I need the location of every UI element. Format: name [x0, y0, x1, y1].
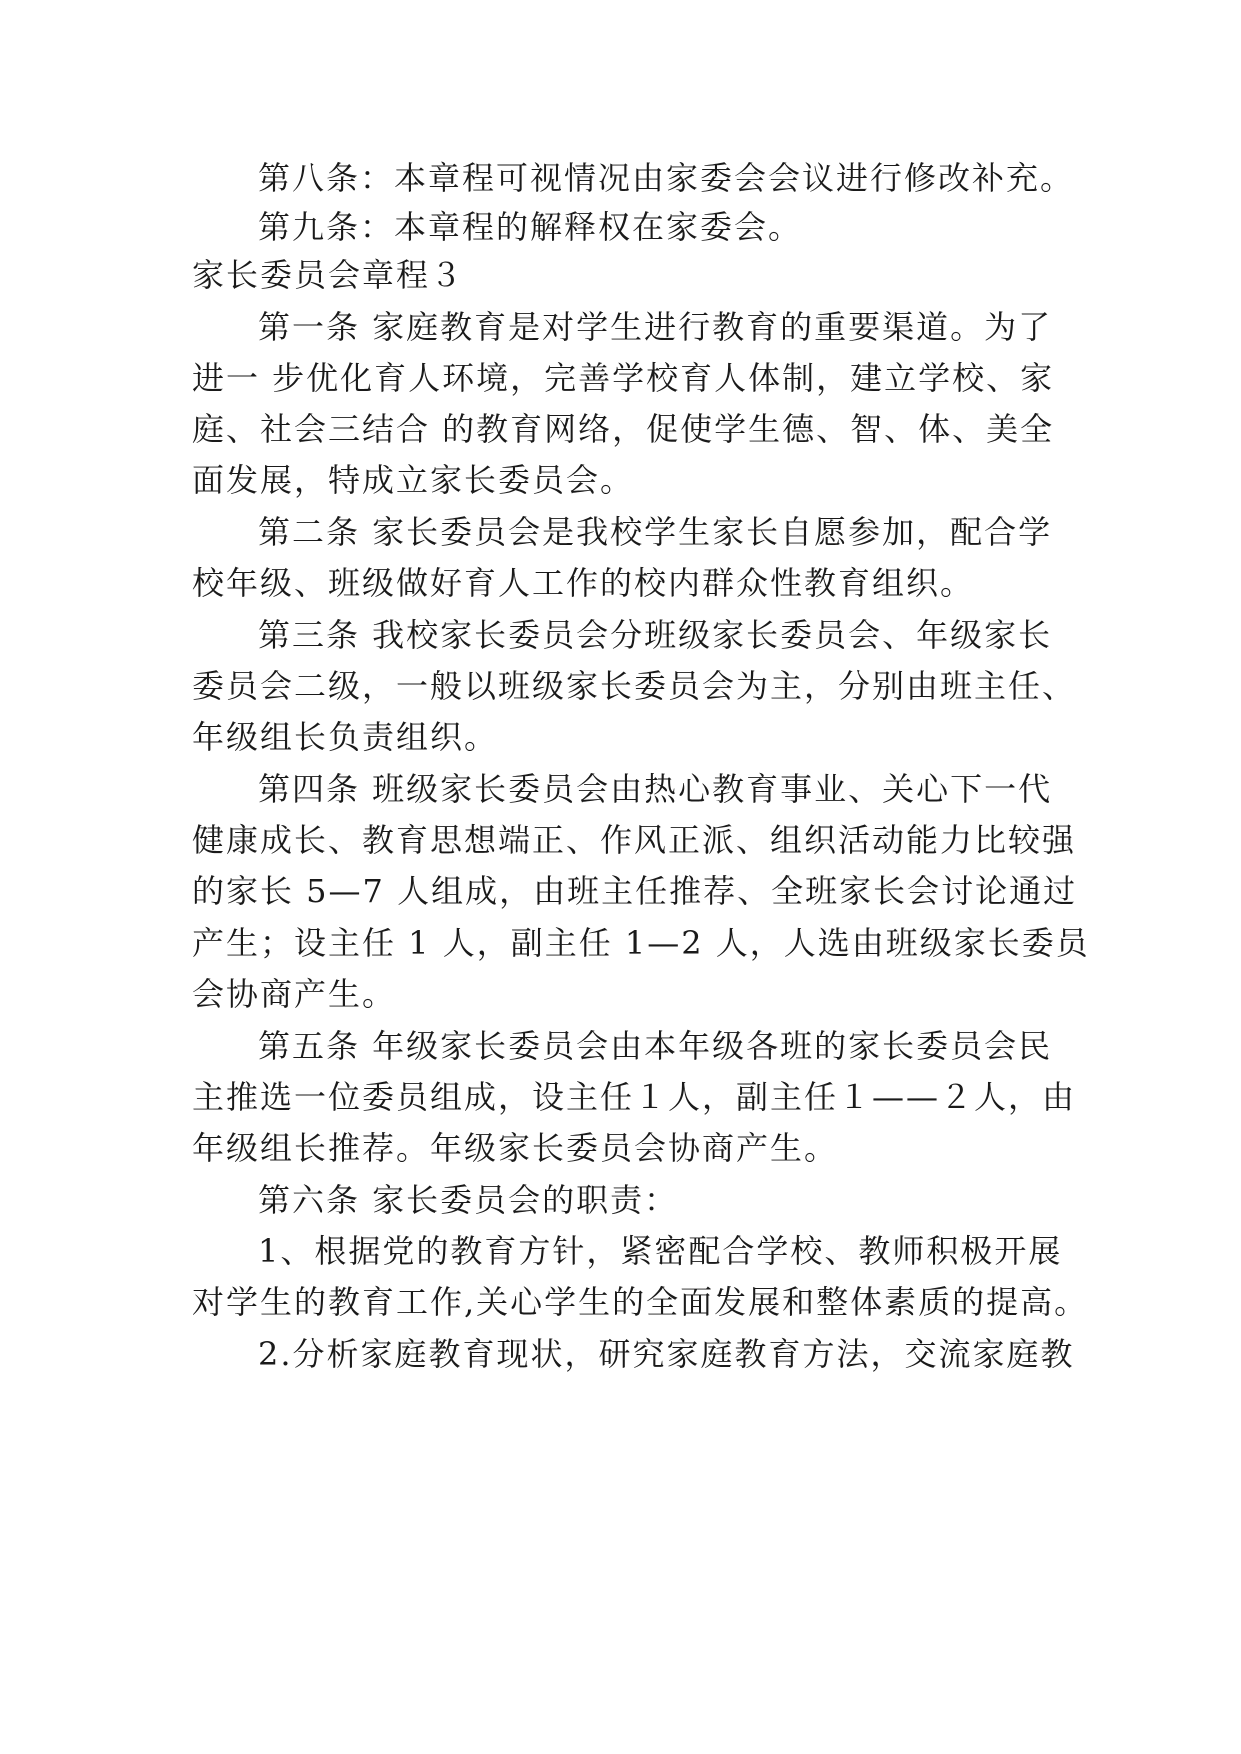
- paragraph-first-line: 第三条 我校家长委员会分班级家长委员会、年级家长: [258, 616, 1053, 654]
- paragraph-line: 面发展，特成立家长委员会。: [192, 461, 635, 499]
- paragraph-line: 对学生的教育工作,关心学生的全面发展和整体素质的提高。: [192, 1283, 1089, 1321]
- paragraph-line: 会协商产生。: [192, 975, 397, 1013]
- paragraph-first-line: 第二条 家长委员会是我校学生家长自愿参加，配合学: [258, 513, 1053, 551]
- paragraph-first-line: 第一条 家庭教育是对学生进行教育的重要渠道。为了: [258, 308, 1053, 346]
- paragraph-first-line: 1、根据党的教育方针，紧密配合学校、教师积极开展: [258, 1232, 1063, 1270]
- paragraph-first-line: 第九条：本章程的解释权在家委会。: [258, 208, 803, 246]
- paragraph-first-line: 第五条 年级家长委员会由本年级各班的家长委员会民: [258, 1027, 1053, 1065]
- paragraph-line: 庭、社会三结合 的教育网络，促使学生德、智、体、美全: [192, 410, 1055, 448]
- paragraph-line: 年级组长负责组织。: [192, 718, 499, 756]
- paragraph-line: 进一 步优化育人环境，完善学校育人体制，建立学校、家: [192, 359, 1055, 397]
- paragraph-line: 主推选一位委员组成，设主任１人，副主任１——２人，由: [192, 1078, 1077, 1116]
- paragraph-first-line: 第六条 家长委员会的职责：: [258, 1181, 679, 1219]
- paragraph-first-line: 2.分析家庭教育现状，研究家庭教育方法，交流家庭教: [258, 1335, 1075, 1373]
- paragraph-line: 的家长 5—7 人组成，由班主任推荐、全班家长会讨论通过: [192, 872, 1078, 910]
- paragraph-line: 委员会二级，一般以班级家长委员会为主，分别由班主任、: [192, 667, 1077, 705]
- paragraph-line: 年级组长推荐。年级家长委员会协商产生。: [192, 1129, 839, 1167]
- paragraph-line: 产生；设主任 1 人，副主任 1—2 人，人选由班级家长委员: [192, 924, 1090, 962]
- paragraph-first-line: 第八条：本章程可视情况由家委会会议进行修改补充。: [258, 159, 1075, 197]
- paragraph-first-line: 第四条 班级家长委员会由热心教育事业、关心下一代: [258, 770, 1053, 808]
- paragraph-line: 校年级、班级做好育人工作的校内群众性教育组织。: [192, 564, 975, 602]
- paragraph-line: 健康成长、教育思想端正、作风正派、组织活动能力比较强: [192, 821, 1077, 859]
- paragraph-line: 家长委员会章程３: [192, 256, 465, 294]
